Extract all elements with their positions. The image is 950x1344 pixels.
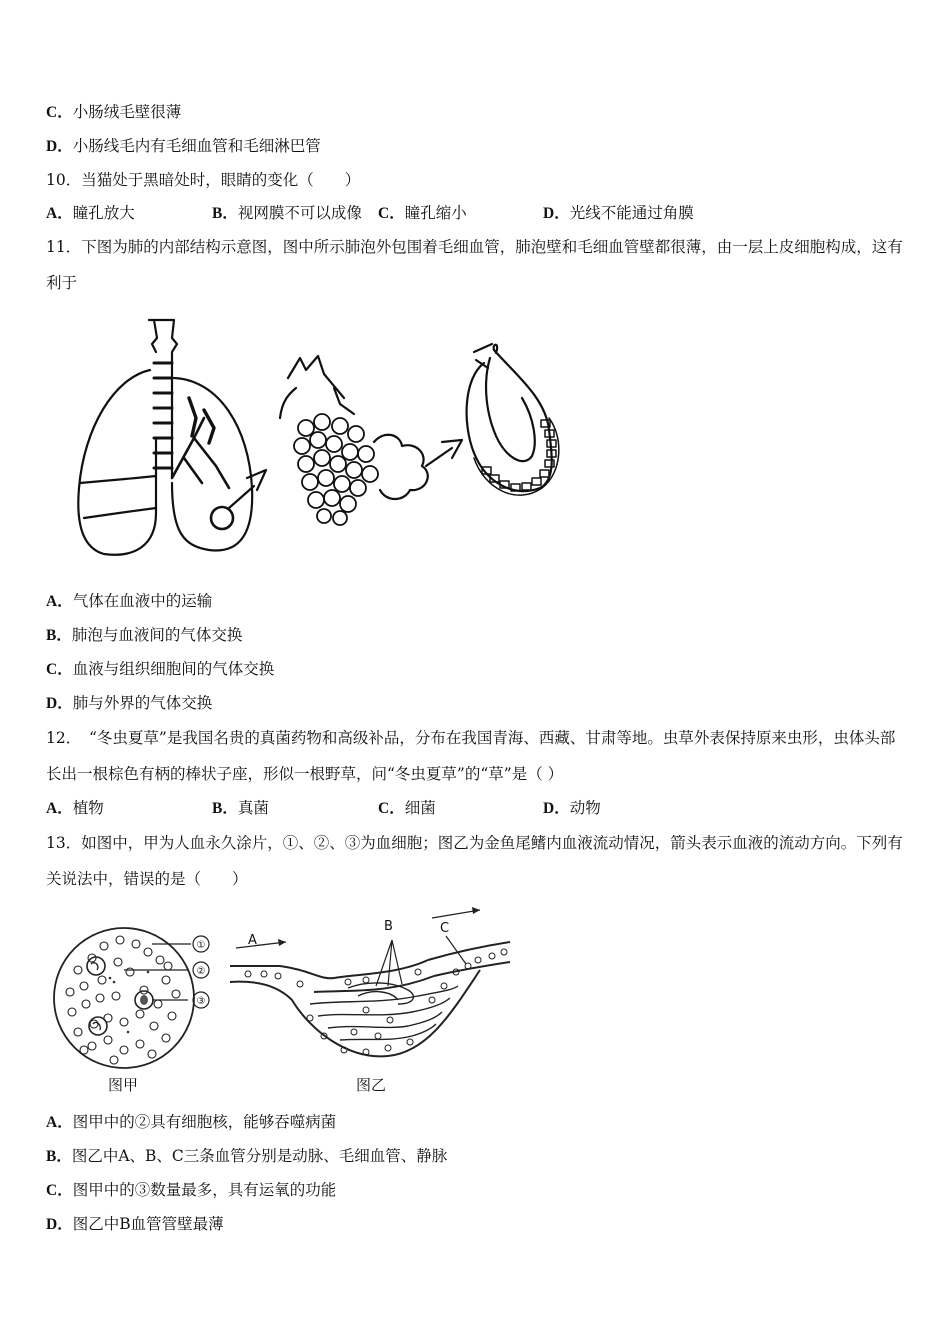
label-1: ① bbox=[196, 940, 206, 951]
option-text: 动物 bbox=[569, 799, 601, 817]
option-text: 小肠线毛内有毛细血管和毛细淋巴管 bbox=[72, 137, 321, 155]
blood-smear-and-capillary-diagram bbox=[48, 900, 518, 1070]
q11-option-d[interactable] bbox=[46, 693, 212, 714]
q13-option-d[interactable] bbox=[46, 1214, 224, 1235]
option-text: 图乙中A、B、C三条血管分别是动脉、毛细血管、静脉 bbox=[71, 1147, 448, 1165]
q10-option-d[interactable] bbox=[543, 203, 694, 224]
figure-yi-caption: 图乙 bbox=[356, 1076, 387, 1094]
option-letter: C． bbox=[46, 661, 73, 678]
q11-option-c[interactable] bbox=[46, 659, 274, 680]
option-letter: C． bbox=[378, 205, 405, 222]
option-text: 瞳孔放大 bbox=[72, 204, 135, 222]
label-2: ② bbox=[196, 966, 206, 977]
lung-structure-figure bbox=[44, 318, 574, 563]
q11-stem: 11．下图为肺的内部结构示意图，图中所示肺泡外包围着毛细血管，肺泡壁和毛细血管壁都很薄，由一层上皮细胞构成，这有利于 bbox=[46, 238, 903, 292]
label-b: B bbox=[384, 919, 393, 934]
option-text: 肺与外界的气体交换 bbox=[72, 694, 213, 712]
q13-option-a[interactable] bbox=[46, 1112, 336, 1133]
alveolus-sac bbox=[374, 435, 428, 499]
q12-option-d[interactable] bbox=[543, 798, 601, 819]
option-letter: D． bbox=[543, 205, 570, 222]
q10-option-b[interactable] bbox=[212, 203, 362, 224]
q13-option-c[interactable] bbox=[46, 1180, 336, 1201]
option-letter: A． bbox=[46, 205, 73, 222]
option-text: 细菌 bbox=[404, 799, 436, 817]
option-letter: C． bbox=[46, 104, 73, 121]
figure-jia-caption: 图甲 bbox=[108, 1076, 139, 1094]
option-letter: D． bbox=[543, 800, 570, 817]
option-text: 植物 bbox=[72, 799, 104, 817]
option-letter: D． bbox=[46, 695, 73, 712]
option-letter: B． bbox=[212, 800, 238, 817]
label-3: ③ bbox=[196, 996, 206, 1007]
option-text: 视网膜不可以成像 bbox=[237, 204, 362, 222]
blood-smear-circle bbox=[54, 928, 194, 1068]
option-text: 小肠绒毛壁很薄 bbox=[72, 103, 182, 121]
q13-option-b[interactable] bbox=[46, 1146, 447, 1167]
option-text: 图甲中的②具有细胞核，能够吞噬病菌 bbox=[72, 1113, 337, 1131]
option-letter: C． bbox=[378, 800, 405, 817]
label-a: A bbox=[248, 933, 257, 948]
q12-option-b[interactable] bbox=[212, 798, 269, 819]
option-text: 光线不能通过角膜 bbox=[569, 204, 694, 222]
option-text: 真菌 bbox=[237, 799, 269, 817]
option-letter: D． bbox=[46, 1216, 73, 1233]
q13-stem: 13．如图中，甲为人血永久涂片，①、②、③为血细胞；图乙为金鱼尾鳍内血液流动情况，箭头表示血液的流动方向。下列有关说法中，错误的是（ ） bbox=[46, 834, 903, 888]
option-text: 气体在血液中的运输 bbox=[72, 592, 213, 610]
q11-option-b[interactable] bbox=[46, 625, 242, 646]
option-text: 瞳孔缩小 bbox=[404, 204, 467, 222]
label-c: C bbox=[440, 921, 450, 936]
q10-stem: 10．当猫处于黑暗处时，眼睛的变化（ ） bbox=[46, 171, 361, 189]
option-letter: C． bbox=[46, 1182, 73, 1199]
q11-option-a[interactable] bbox=[46, 591, 212, 612]
q12-stem: 12． “冬虫夏草”是我国名贵的真菌药物和高级补品，分布在我国青海、西藏、甘肃等地。虫草外表保持原来虫形，虫体头部长出一根棕色有柄的棒状子座，形似一根野草，问“冬虫夏草”的“草”是（ ） bbox=[46, 729, 896, 783]
vein-c bbox=[428, 942, 510, 976]
q12-option-a[interactable] bbox=[46, 798, 104, 819]
option-letter: B． bbox=[46, 627, 72, 644]
blood-figure bbox=[48, 900, 518, 1070]
option-text: 血液与组织细胞间的气体交换 bbox=[72, 660, 275, 678]
option-letter: B． bbox=[46, 1148, 72, 1165]
q12-option-c[interactable] bbox=[378, 798, 436, 819]
left-lung bbox=[78, 370, 156, 555]
q10-option-a[interactable] bbox=[46, 203, 135, 224]
option-letter: B． bbox=[212, 205, 238, 222]
option-letter: A． bbox=[46, 800, 73, 817]
q9-option-c[interactable] bbox=[46, 102, 181, 123]
option-letter: D． bbox=[46, 138, 73, 155]
option-text: 图乙中B血管管壁最薄 bbox=[72, 1215, 224, 1233]
lung-structure-diagram bbox=[44, 318, 574, 563]
option-letter: A． bbox=[46, 593, 73, 610]
option-letter: A． bbox=[46, 1114, 73, 1131]
option-text: 肺泡与血液间的气体交换 bbox=[71, 626, 243, 644]
option-text: 图甲中的③数量最多，具有运氧的功能 bbox=[72, 1181, 337, 1199]
q10-option-c[interactable] bbox=[378, 203, 467, 224]
q9-option-d[interactable] bbox=[46, 136, 321, 157]
